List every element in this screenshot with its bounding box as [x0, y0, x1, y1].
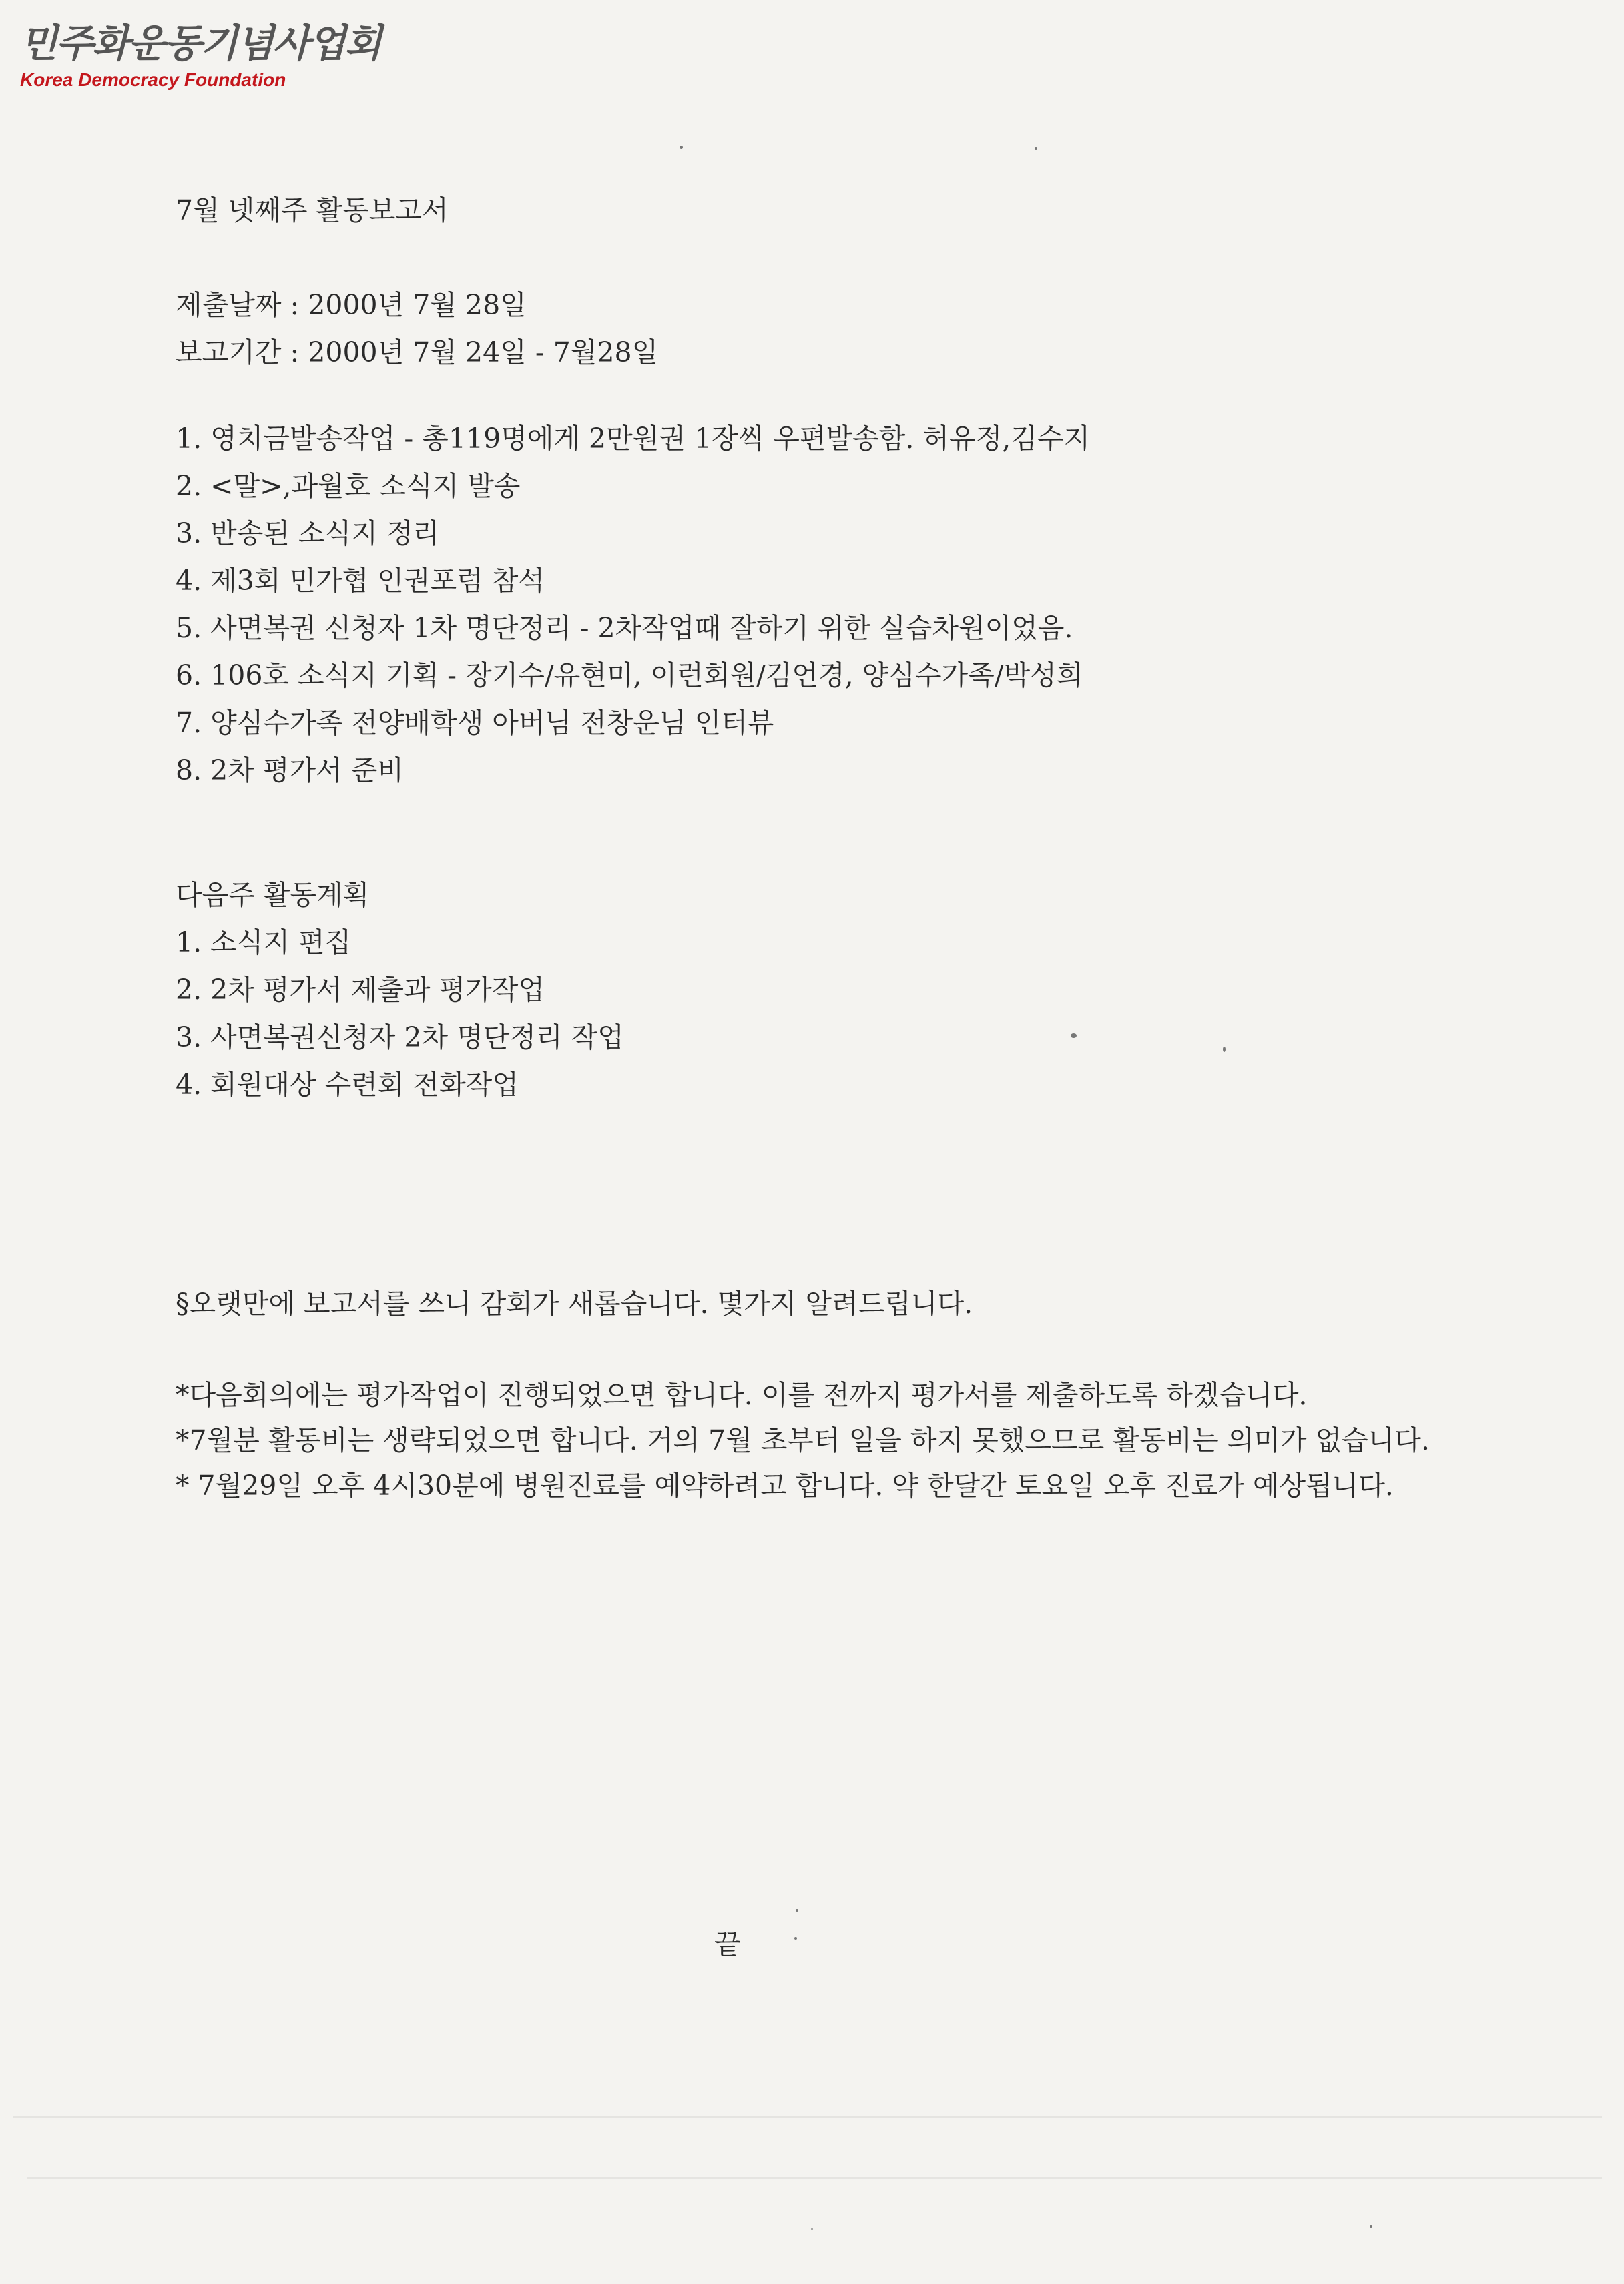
- note-paragraph: * 7월29일 오후 4시30분에 병원진료를 예약하려고 합니다. 약 한달간 토요일 오후 진료가 예상됩니다.: [176, 1470, 1394, 1502]
- closing-remark: §오랫만에 보고서를 쓰니 감회가 새롭습니다. 몇가지 알려드립니다.: [176, 1288, 973, 1320]
- submission-date: 제출날짜 : 2000년 7월 28일: [176, 289, 527, 321]
- report-title: 7월 넷째주 활동보고서: [176, 194, 449, 226]
- notes-section: [176, 1372, 1434, 1508]
- list-item: 3. 반송된 소식지 정리: [176, 517, 440, 549]
- list-item: 3. 사면복권신청자 2차 명단정리 작업: [176, 1021, 624, 1053]
- list-item: 4. 회원대상 수련회 전화작업: [176, 1069, 519, 1101]
- next-week-heading: 다음주 활동계획: [176, 879, 370, 911]
- list-item: 2. <말>,과월호 소식지 발송: [176, 470, 521, 502]
- list-item: 4. 제3회 민가협 인권포럼 참석: [176, 565, 545, 597]
- scan-streak: [13, 2116, 1602, 2118]
- next-week-list: [176, 919, 624, 1109]
- scan-speck: [796, 1909, 798, 1912]
- scan-speck: [680, 146, 683, 149]
- scan-speck: [1071, 1033, 1077, 1038]
- scan-speck: [1223, 1047, 1226, 1052]
- activity-list: [176, 415, 1090, 794]
- scan-speck: [811, 2228, 813, 2230]
- list-item: 7. 양심수가족 전양배학생 아버님 전창운님 인터뷰: [176, 707, 774, 739]
- scan-speck: [794, 1937, 797, 1940]
- scan-speck: [1370, 2225, 1372, 2228]
- end-mark: 끝: [714, 1928, 741, 1960]
- note-paragraph: *다음회의에는 평가작업이 진행되었으면 합니다. 이를 전까지 평가서를 제출하도록 하겠습니다.: [176, 1379, 1308, 1411]
- scan-streak: [27, 2177, 1602, 2179]
- list-item: 8. 2차 평가서 준비: [176, 754, 404, 786]
- note-paragraph: *7월분 활동비는 생략되었으면 합니다. 거의 7월 초부터 일을 하지 못했으므로 활동비는 의미가 없습니다.: [176, 1424, 1430, 1456]
- logo-korean: 민주화운동기념사업회: [20, 21, 381, 66]
- logo-english: Korea Democracy Foundation: [20, 69, 286, 90]
- list-item: 5. 사면복권 신청자 1차 명단정리 - 2차작업때 잘하기 위한 실습차원이었음.: [176, 612, 1073, 644]
- list-item: 1. 영치금발송작업 - 총119명에게 2만원권 1장씩 우편발송함. 허유정,김수지: [176, 422, 1091, 455]
- scan-speck: [1035, 147, 1037, 150]
- foundation-logo: [20, 21, 381, 91]
- list-item: 1. 소식지 편집: [176, 926, 352, 958]
- report-meta: [176, 282, 658, 376]
- list-item: 2. 2차 평가서 제출과 평가작업: [176, 974, 545, 1006]
- report-period: 보고기간 : 2000년 7월 24일 - 7월28일: [176, 336, 659, 368]
- list-item: 6. 106호 소식지 기획 - 장기수/유현미, 이런회원/김언경, 양심수가족/박성희: [176, 659, 1083, 691]
